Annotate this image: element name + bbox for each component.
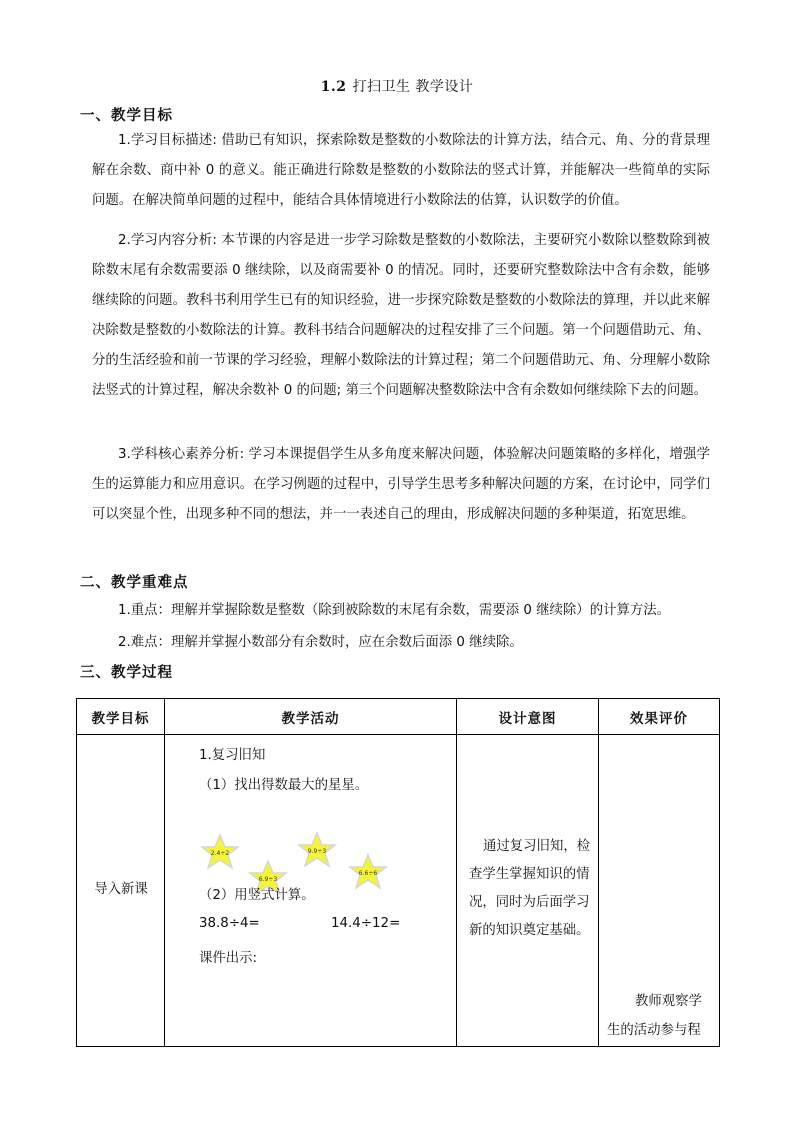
cell-stage bbox=[77, 735, 165, 1047]
star-1-label: 2.4÷2 bbox=[210, 850, 230, 857]
activity-courseware: 课件出示: bbox=[199, 951, 258, 966]
activity-vertical-calc: （2）用竖式计算。 bbox=[199, 888, 315, 903]
header-evaluation: 效果评价 bbox=[599, 699, 720, 735]
section-heading-process: 三、教学过程 bbox=[80, 665, 173, 681]
intent-text: 通过复习旧知，检查学生掌握知识的情况，同时为后面学习新的知识奠定基础。 bbox=[469, 839, 591, 938]
objective-paragraph-2: 2.学习内容分析: 本节课的内容是进一步学习除数是整数的小数除法，主要研究小数除以整数除到被除数末尾有余数需要添 0 继续除，以及商需要补 0 的情况。同时，还要研究整数除法中含有余数，能够继续除的问题。教科书利用学生已有的知识经验，进一步探究除数是整数的小数除法的算理，并以此来解决除数是整数的小数除法的计算。教科书结合问题解决的过程安排了三个问题。第一个问题借助元、角、分的生活经验和前一节课的学习经验，理解小数除法的计算过程；第二个问题借助元、角、分理解小数除法竖式的计算过程，解决余数补 0 的问题; 第三个问题解决整数除法中含有余数如何继续除下去的问题。 bbox=[92, 233, 710, 398]
doc-title-number: 1.2 bbox=[320, 79, 347, 95]
calc-expression-1: 38.8÷4= bbox=[199, 916, 260, 931]
star-3-label: 6.9÷3 bbox=[258, 876, 278, 883]
doc-title bbox=[0, 76, 794, 96]
key-point-2: 2.难点：理解并掌握小数部分有余数时，应在余数后面添 0 继续除。 bbox=[118, 635, 523, 650]
cell-activity bbox=[165, 735, 457, 1047]
section-heading-key-points: 二、教学重难点 bbox=[80, 575, 189, 591]
table-row bbox=[77, 735, 720, 1047]
stage-label: 导入新课 bbox=[94, 882, 148, 897]
activity-review: 1.复习旧知 bbox=[199, 748, 266, 763]
star-2-label: 9.9÷3 bbox=[307, 848, 327, 855]
objective-paragraph-1: 1.学习目标描述: 借助已有知识，探索除数是整数的小数除法的计算方法，结合元、角、分的背景理解在余数、商中补 0 的意义。能正确进行除数是整数的小数除法的竖式计算，并能解决一些简单的实际问题。在解决简单问题的过程中，能结合具体情境进行小数除法的估算，认识数学的价值。 bbox=[92, 133, 710, 208]
key-point-1: 1.重点：理解并掌握除数是整数（除到被除数的末尾有余数，需要添 0 继续除）的计算方法。 bbox=[118, 603, 671, 618]
doc-title-text: 打扫卫生 教学设计 bbox=[352, 79, 474, 95]
cell-evaluation bbox=[599, 735, 720, 1047]
star-1 bbox=[202, 835, 238, 868]
header-goal: 教学目标 bbox=[77, 699, 165, 735]
objective-paragraph-3: 3.学科核心素养分析: 学习本课提倡学生从多角度来解决问题，体验解决问题策略的多样化，增强学生的运算能力和应用意识。在学习例题的过程中，引导学生思考多种解决问题的方案，在讨论中，同学们可以突显个性，出现多种不同的想法，并一一表述自己的理由，形成解决问题的多种渠道，拓宽思维。 bbox=[92, 447, 710, 522]
table-header-row bbox=[77, 699, 720, 735]
star-2 bbox=[299, 833, 335, 866]
section-heading-objectives: 一、教学目标 bbox=[80, 108, 173, 124]
calc-expression-2: 14.4÷12= bbox=[331, 916, 401, 931]
cell-intent bbox=[457, 735, 599, 1047]
star-4 bbox=[350, 855, 386, 888]
process-table bbox=[76, 698, 720, 1047]
star-4-label: 6.6÷6 bbox=[358, 870, 378, 877]
evaluation-text: 教师观察学生的活动参与程 bbox=[607, 994, 702, 1038]
header-activity: 教学活动 bbox=[165, 699, 457, 735]
activity-find-star: （1）找出得数最大的星星。 bbox=[199, 778, 369, 793]
header-intent: 设计意图 bbox=[457, 699, 599, 735]
